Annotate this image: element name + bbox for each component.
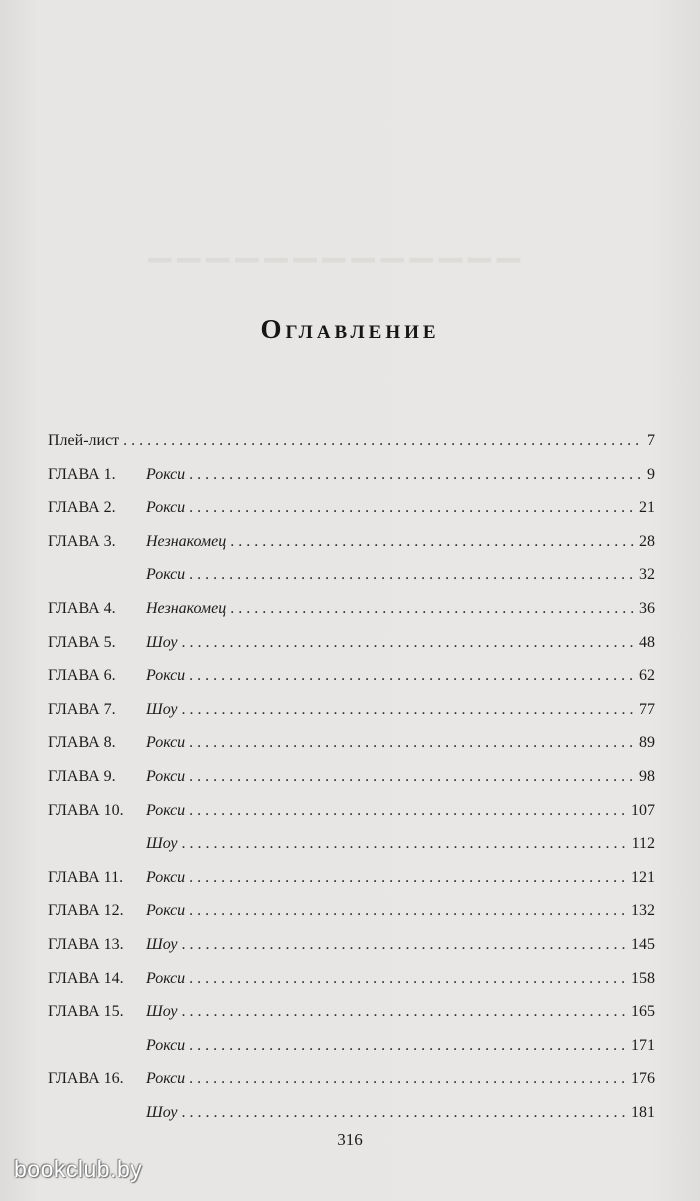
- toc-page-number: 132: [631, 902, 655, 920]
- toc-page-number: 121: [631, 868, 655, 886]
- toc-page-number: 89: [639, 734, 655, 752]
- toc-chapter-label: ГЛАВА 6.: [48, 667, 116, 685]
- toc-entry[interactable]: [48, 592, 655, 626]
- toc-page-number: 77: [639, 700, 655, 718]
- toc-entry-title: Рокси: [146, 465, 186, 483]
- toc-chapter-label: ГЛАВА 8.: [48, 734, 116, 752]
- page-number: 316: [337, 1130, 363, 1149]
- toc-entry[interactable]: [48, 659, 655, 693]
- toc-entry[interactable]: [48, 962, 655, 996]
- toc-leader-dots: [189, 1062, 627, 1096]
- toc-chapter-label: ГЛАВА 5.: [48, 633, 116, 651]
- toc-entry-title: Рокси: [146, 667, 186, 685]
- toc-leader-dots: [189, 962, 627, 996]
- toc-leader-dots: [230, 525, 635, 559]
- toc-entry-title: Рокси: [146, 566, 186, 584]
- toc-leader-dots: [189, 1029, 627, 1063]
- toc-entry[interactable]: [48, 861, 655, 895]
- toc-leader-dots: [189, 861, 627, 895]
- toc-entry[interactable]: [48, 693, 655, 727]
- toc-entry[interactable]: [48, 558, 655, 592]
- toc-chapter-label: ГЛАВА 9.: [48, 767, 116, 785]
- toc-leader-dots: [230, 592, 635, 626]
- toc-leader-dots: [181, 827, 627, 861]
- page-title: Оглавление: [260, 314, 440, 345]
- toc-page-number: 176: [631, 1070, 655, 1088]
- toc-page-number: 9: [647, 465, 655, 483]
- toc-entry[interactable]: [48, 995, 655, 1029]
- toc-leader-dots: [181, 626, 635, 660]
- toc-chapter-label: ГЛАВА 13.: [48, 935, 124, 953]
- toc-entry[interactable]: [48, 1029, 655, 1063]
- toc-entry[interactable]: [48, 1062, 655, 1096]
- toc-entry-title: Шоу: [146, 1103, 178, 1121]
- toc-leader-dots: [189, 491, 635, 525]
- toc-leader-dots: [189, 558, 635, 592]
- toc-chapter-label: ГЛАВА 10.: [48, 801, 124, 819]
- toc-chapter-label: ГЛАВА 3.: [48, 532, 116, 550]
- toc-entry-title: Шоу: [146, 835, 178, 853]
- toc-page-number: 48: [639, 633, 655, 651]
- toc-entry[interactable]: [48, 827, 655, 861]
- toc-entry-title: Шоу: [146, 633, 178, 651]
- toc-entry[interactable]: [48, 894, 655, 928]
- toc-entry[interactable]: [48, 491, 655, 525]
- toc-entry[interactable]: [48, 458, 655, 492]
- toc-page-number: 165: [631, 1003, 655, 1021]
- toc-page-number: 98: [639, 767, 655, 785]
- toc-leader-dots: [181, 693, 635, 727]
- toc-entry[interactable]: [48, 525, 655, 559]
- toc-chapter-label: ГЛАВА 14.: [48, 969, 124, 987]
- toc-page-number: 36: [639, 599, 655, 617]
- toc-leader-dots: [189, 659, 635, 693]
- toc-page-number: 171: [631, 1036, 655, 1054]
- toc-entry[interactable]: [48, 726, 655, 760]
- toc-entry-title: Шоу: [146, 1003, 178, 1021]
- toc-page-number: 32: [639, 566, 655, 584]
- toc-entry-title: Рокси: [146, 1070, 186, 1088]
- table-of-contents: [48, 424, 655, 1129]
- toc-leader-dots: [189, 760, 635, 794]
- bleed-through-text: ▁▁▁▁▁▁▁▁▁▁▁▁▁: [148, 229, 526, 262]
- toc-page-number: 7: [647, 432, 655, 449]
- toc-entry-label: Плей-лист: [48, 432, 120, 449]
- watermark-logo: bookclub.by: [14, 1156, 143, 1182]
- toc-chapter-label: ГЛАВА 12.: [48, 902, 124, 920]
- toc-chapter-label: ГЛАВА 16.: [48, 1070, 124, 1088]
- toc-entry-title: Рокси: [146, 499, 186, 517]
- toc-leader-dots: [181, 1096, 627, 1130]
- toc-entry[interactable]: [48, 626, 655, 660]
- toc-entry-title: Шоу: [146, 700, 178, 718]
- toc-chapter-label: ГЛАВА 4.: [48, 599, 116, 617]
- toc-chapter-label: ГЛАВА 15.: [48, 1003, 124, 1021]
- toc-chapter-label: ГЛАВА 2.: [48, 499, 116, 517]
- toc-entry[interactable]: [48, 424, 655, 458]
- toc-leader-dots: [123, 424, 643, 458]
- toc-page-number: 112: [631, 835, 655, 853]
- toc-entry-title: Рокси: [146, 801, 186, 819]
- toc-leader-dots: [189, 794, 627, 828]
- toc-leader-dots: [181, 995, 627, 1029]
- toc-page-number: 107: [631, 801, 655, 819]
- toc-chapter-label: ГЛАВА 11.: [48, 868, 124, 886]
- toc-chapter-label: ГЛАВА 7.: [48, 700, 116, 718]
- toc-page-number: 62: [639, 667, 655, 685]
- toc-leader-dots: [189, 894, 627, 928]
- toc-entry-title: Рокси: [146, 767, 186, 785]
- toc-chapter-label: ГЛАВА 1.: [48, 465, 116, 483]
- toc-entry[interactable]: [48, 1096, 655, 1130]
- toc-entry-title: Рокси: [146, 1036, 186, 1054]
- toc-entry-title: Рокси: [146, 734, 186, 752]
- toc-entry-title: Незнакомец: [146, 599, 227, 617]
- toc-leader-dots: [189, 726, 635, 760]
- toc-page-number: 158: [631, 969, 655, 987]
- toc-leader-dots: [189, 458, 643, 492]
- toc-entry-title: Рокси: [146, 902, 186, 920]
- toc-page-number: 21: [639, 499, 655, 517]
- toc-entry-title: Рокси: [146, 868, 186, 886]
- toc-entry[interactable]: [48, 760, 655, 794]
- toc-entry-title: Рокси: [146, 969, 186, 987]
- toc-page-number: 28: [639, 532, 655, 550]
- toc-page-number: 181: [631, 1103, 655, 1121]
- toc-entry[interactable]: [48, 794, 655, 828]
- toc-page-number: 145: [631, 935, 655, 953]
- toc-leader-dots: [181, 928, 627, 962]
- toc-entry-title: Шоу: [146, 935, 178, 953]
- toc-entry-title: Незнакомец: [146, 532, 227, 550]
- toc-entry[interactable]: [48, 928, 655, 962]
